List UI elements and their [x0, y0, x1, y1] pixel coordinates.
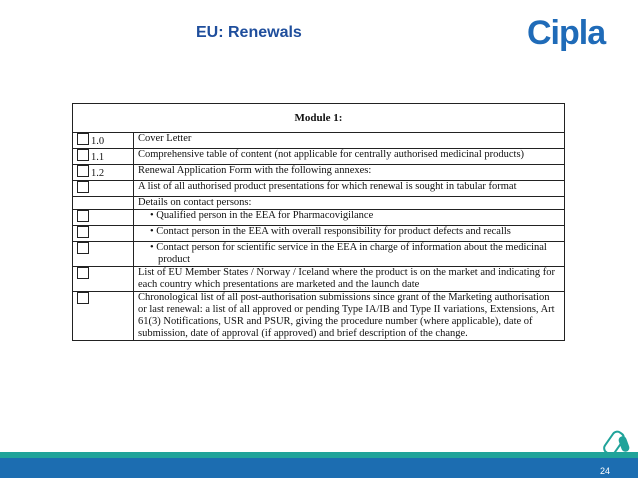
capsule-icon — [618, 435, 631, 453]
table-row — [73, 292, 565, 341]
table-header: Module 1: — [73, 104, 565, 133]
table-row — [73, 197, 565, 210]
table-row — [73, 133, 565, 149]
row-text: • Contact person in the EEA with overall responsibility for product defects and recalls — [150, 226, 511, 237]
row-text: • Contact person for scientific service in the EEA in charge of information about the medicinal product — [150, 242, 547, 265]
row-text: Details on contact persons: — [134, 197, 565, 210]
table-row — [73, 210, 565, 226]
cipla-logo: Cipla — [527, 14, 606, 52]
table-row — [73, 181, 565, 197]
row-text: Chronological list of all post-authorisation submissions since grant of the Marketing authorisation or last renewal: a list of all approved or pending Type IA/IB and Type II variations, Extensions, Art 61(3) Notifications, USR and PSUR, giving the procedure number (where applicable), date of submission, date of approval (if approved) and brief description of the change. — [134, 292, 565, 341]
checkbox[interactable] — [77, 149, 89, 161]
row-text: Comprehensive table of content (not applicable for centrally authorised medicinal products) — [134, 149, 565, 165]
table-row — [73, 267, 565, 292]
row-text: Renewal Application Form with the following annexes: — [134, 165, 565, 181]
row-number: 1.2 — [91, 168, 105, 179]
checkbox[interactable] — [77, 267, 89, 279]
checkbox[interactable] — [77, 133, 89, 145]
slide-title: EU: Renewals — [196, 24, 302, 41]
checkbox[interactable] — [77, 165, 89, 177]
page-number: 24 — [600, 466, 611, 476]
table-row — [73, 242, 565, 267]
table-row — [73, 149, 565, 165]
checkbox[interactable] — [77, 226, 89, 238]
row-number: 1.1 — [91, 152, 105, 163]
footer-bar-blue — [0, 458, 638, 478]
module-1-table — [72, 103, 565, 341]
row-number: 1.0 — [91, 136, 105, 147]
checkbox[interactable] — [77, 292, 89, 304]
checkbox[interactable] — [77, 181, 89, 193]
checkbox[interactable] — [77, 242, 89, 254]
row-text: A list of all authorised product presentations for which renewal is sought in tabular format — [134, 181, 565, 197]
table-row — [73, 165, 565, 181]
row-text: • Qualified person in the EEA for Pharmacovigilance — [150, 210, 374, 221]
checkbox[interactable] — [77, 210, 89, 222]
table-row — [73, 226, 565, 242]
row-text: List of EU Member States / Norway / Iceland where the product is on the market and indicating for each country which presentations are marketed and the launch date — [134, 267, 565, 292]
row-text: Cover Letter — [134, 133, 565, 149]
